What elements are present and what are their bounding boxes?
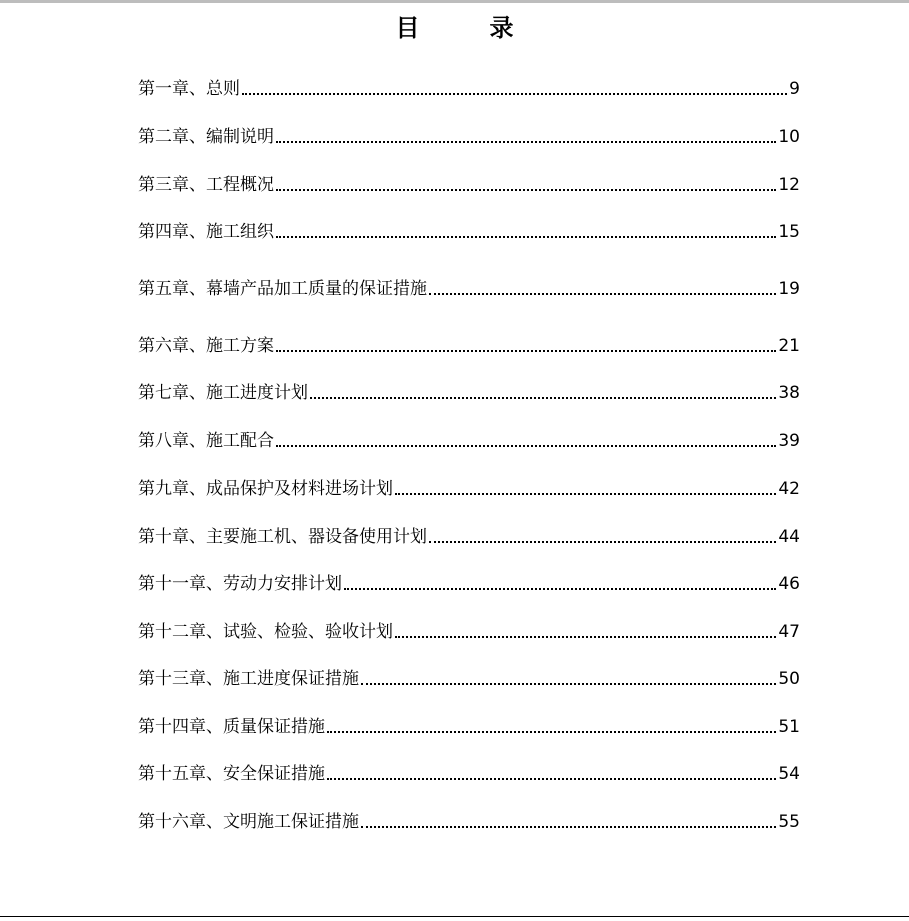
toc-entry-page: 44 — [778, 527, 800, 547]
toc-entry-label: 第七章、施工进度计划 — [138, 383, 308, 403]
toc-entry-page: 38 — [778, 383, 800, 403]
toc-dot-leader — [344, 588, 776, 590]
toc-entry[interactable] — [138, 378, 800, 404]
toc-entry-label: 第十三章、施工进度保证措施 — [138, 669, 359, 689]
toc-entry[interactable] — [138, 426, 800, 452]
title-char-1: 目 — [395, 14, 420, 42]
toc-entry[interactable] — [138, 122, 800, 148]
toc-dot-leader — [429, 541, 776, 543]
toc-dot-leader — [310, 397, 776, 399]
toc-entry-page: 10 — [778, 127, 800, 147]
toc-dot-leader — [276, 141, 776, 143]
toc-entry[interactable] — [138, 274, 800, 300]
toc-entry-label: 第十章、主要施工机、器设备使用计划 — [138, 527, 427, 547]
toc-dot-leader — [242, 93, 787, 95]
toc-entry-page: 42 — [778, 479, 800, 499]
toc-entry-label: 第八章、施工配合 — [138, 431, 274, 451]
toc-entry-label: 第三章、工程概况 — [138, 175, 274, 195]
toc-entry[interactable] — [138, 74, 800, 100]
toc-entry-label: 第十二章、试验、检验、验收计划 — [138, 622, 393, 642]
toc-entry[interactable] — [138, 569, 800, 595]
toc-entry[interactable] — [138, 331, 800, 357]
toc-entry[interactable] — [138, 522, 800, 548]
toc-dot-leader — [276, 236, 776, 238]
toc-entry-page: 19 — [778, 279, 800, 299]
top-border — [0, 0, 909, 3]
toc-dot-leader — [361, 683, 776, 685]
toc-dot-leader — [276, 189, 776, 191]
toc-entry[interactable] — [138, 759, 800, 785]
toc-entry-label: 第十四章、质量保证措施 — [138, 717, 325, 737]
toc-entry-label: 第四章、施工组织 — [138, 222, 274, 242]
toc-entry-page: 55 — [778, 812, 800, 832]
toc-entry[interactable] — [138, 217, 800, 243]
toc-entry-label: 第五章、幕墙产品加工质量的保证措施 — [138, 279, 427, 299]
toc-dot-leader — [429, 293, 776, 295]
toc-entry-label: 第二章、编制说明 — [138, 127, 274, 147]
toc-entry[interactable] — [138, 474, 800, 500]
toc-entry[interactable] — [138, 664, 800, 690]
toc-entry-label: 第十一章、劳动力安排计划 — [138, 574, 342, 594]
toc-entry[interactable] — [138, 712, 800, 738]
toc-entry[interactable] — [138, 170, 800, 196]
toc-entry-page: 54 — [778, 764, 800, 784]
toc-entry-label: 第一章、总则 — [138, 79, 240, 99]
toc-entry-page: 15 — [778, 222, 800, 242]
toc-entry-page: 47 — [778, 622, 800, 642]
toc-dot-leader — [361, 826, 776, 828]
toc-entry-label: 第十五章、安全保证措施 — [138, 764, 325, 784]
toc-entry-page: 50 — [778, 669, 800, 689]
toc-entry-page: 9 — [789, 79, 800, 99]
toc-dot-leader — [276, 445, 776, 447]
page-title — [0, 8, 909, 48]
toc-dot-leader — [395, 636, 776, 638]
toc-entry-page: 12 — [778, 175, 800, 195]
toc-dot-leader — [395, 493, 776, 495]
toc-dot-leader — [327, 731, 776, 733]
toc-entry-label: 第六章、施工方案 — [138, 336, 274, 356]
toc-entry[interactable] — [138, 807, 800, 833]
toc-dot-leader — [327, 778, 776, 780]
toc-dot-leader — [276, 350, 776, 352]
toc-entry-page: 21 — [778, 336, 800, 356]
toc-entry-label: 第九章、成品保护及材料进场计划 — [138, 479, 393, 499]
toc-entry-page: 46 — [778, 574, 800, 594]
toc-entry-label: 第十六章、文明施工保证措施 — [138, 812, 359, 832]
bottom-border — [0, 916, 909, 917]
toc-entry[interactable] — [138, 617, 800, 643]
toc-entry-page: 39 — [778, 431, 800, 451]
title-char-2: 录 — [489, 14, 514, 42]
toc-entry-page: 51 — [778, 717, 800, 737]
